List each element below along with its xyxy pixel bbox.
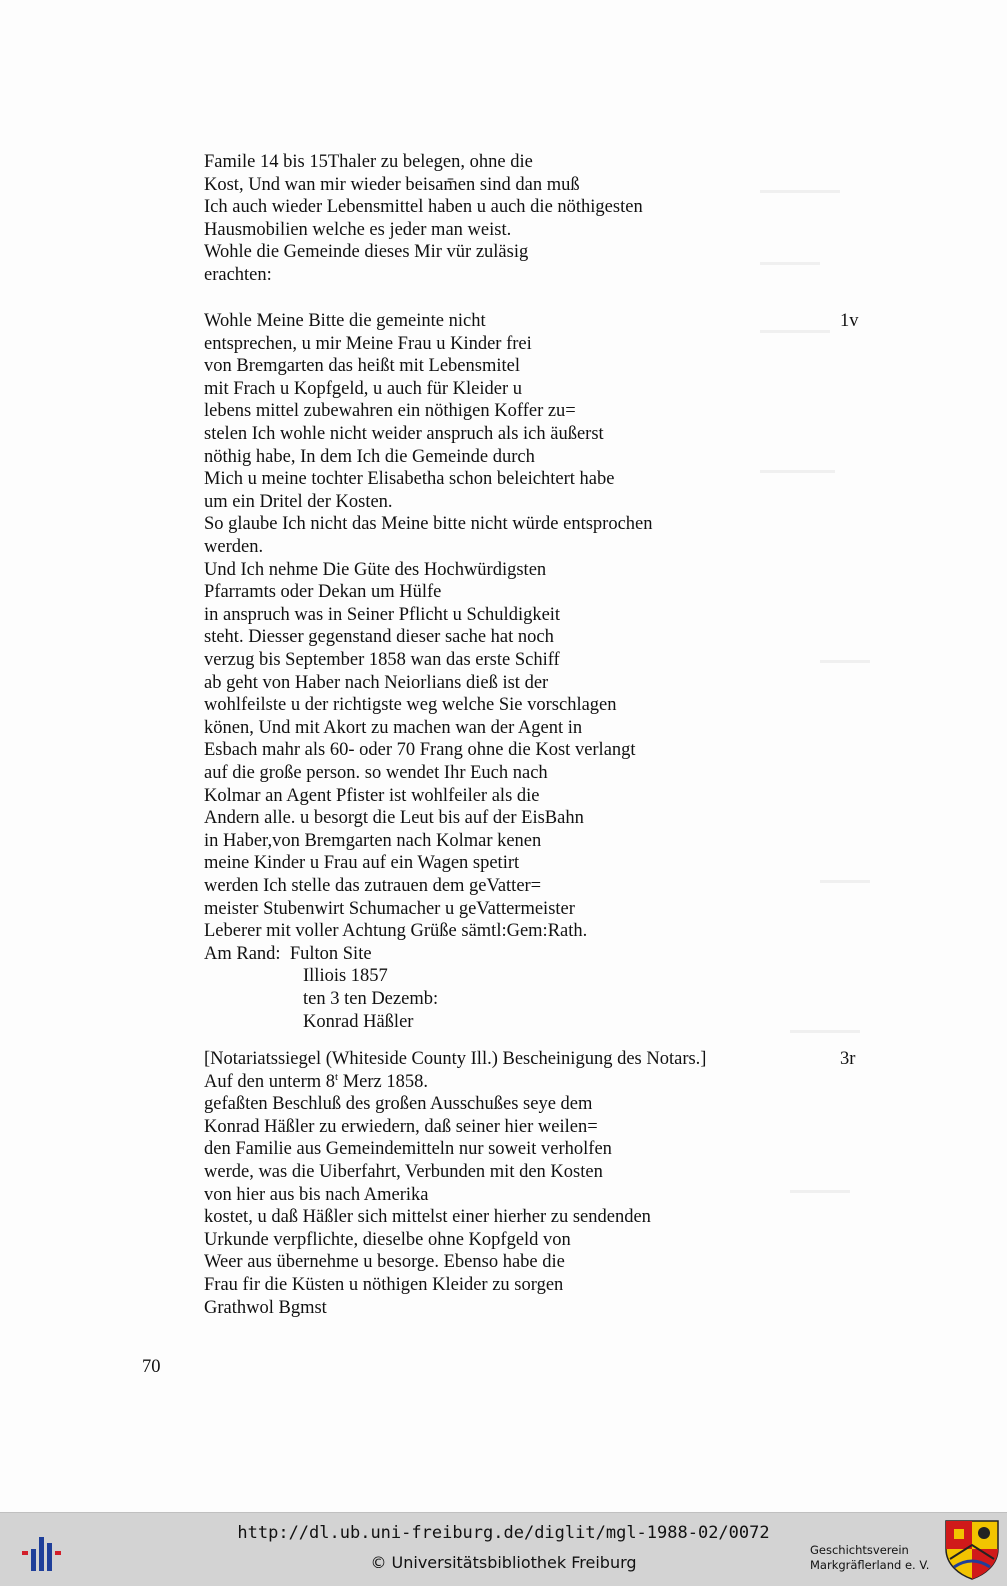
text-line: werden. — [204, 537, 264, 557]
text-line: Kost, Und wan mir wieder beisam̄en sind dan muß — [204, 174, 580, 195]
text-line: den Familie aus Gemeindemitteln nur soweit verholfen — [204, 1139, 612, 1160]
organization-name — [810, 1543, 929, 1573]
text-line: nöthig habe, In dem Ich die Gemeinde durch — [204, 446, 535, 467]
editorial-note: [Notariatssiegel (Whiteside County Ill.) Bescheinigung des Notars.] — [204, 1049, 707, 1069]
text-line: Hausmobilien welche es jeder man weist. — [204, 219, 512, 240]
text-line: steht. Diesser gegenstand dieser sache hat noch — [204, 627, 554, 648]
text-line: werde, was die Uiberfahrt, Verbunden mit den Kosten — [204, 1162, 603, 1182]
text-line: um ein Dritel der Kosten. — [204, 491, 393, 512]
text-line: Ich auch wieder Lebensmittel haben u auch die nöthigesten — [204, 197, 643, 218]
text-line: stelen Ich wohle nicht weider anspruch als ich äußerst — [204, 424, 604, 444]
text-line: Andern alle. u besorgt die Leut bis auf der EisBahn — [204, 808, 584, 829]
text-line: Konrad Häßler zu erwiedern, daß seiner hier weilen= — [204, 1116, 598, 1137]
text-line: ten 3 ten Dezemb: — [303, 989, 439, 1009]
text-line: wohlfeilste u der richtigste weg welche Sie vorschlagen — [204, 695, 617, 716]
text-line: kostet, u daß Häßler sich mittelst einer hierher zu sendenden — [204, 1207, 651, 1228]
text-line: Urkunde verpflichte, dieselbe ohne Kopfgeld von — [204, 1229, 571, 1250]
text-line: Esbach mahr als 60- oder 70 Frang ohne die Kost verlangt — [204, 740, 636, 761]
org-line-1: Geschichtsverein — [810, 1543, 909, 1557]
text-line: lebens mittel zubewahren ein nöthigen Koffer zu= — [204, 401, 576, 422]
text-line: auf die große person. so wendet Ihr Euch nach — [204, 763, 548, 783]
text-line: Frau fir die Küsten u nöthigen Kleider zu sorgen — [204, 1275, 564, 1295]
coat-of-arms-icon — [944, 1519, 1000, 1581]
text-line: von hier aus bis nach Amerika — [204, 1184, 429, 1205]
footer-bar — [0, 1512, 1007, 1586]
copyright-text: © Universitätsbibliothek Freiburg — [370, 1553, 637, 1572]
text-line: in Haber,von Bremgarten nach Kolmar kenen — [204, 830, 542, 851]
text-line: verzug bis September 1858 wan das erste Schiff — [204, 650, 560, 670]
document-url-link[interactable]: http://dl.ub.uni-freiburg.de/diglit/mgl-1988-02/0072 — [237, 1523, 770, 1543]
text-line: Und Ich nehme Die Güte des Hochwürdigsten — [204, 559, 547, 580]
text-line: meine Kinder u Frau auf ein Wagen spetirt — [204, 853, 520, 874]
text-line: mit Frach u Kopfgeld, u auch für Kleider u — [204, 378, 523, 399]
text-line: von Bremgarten das heißt mit Lebensmitel — [204, 356, 520, 377]
text-line: Auf den unterm 8$^t$ Merz 1858. — [204, 1070, 428, 1092]
text-line: Famile 14 bis 15Thaler zu belegen, ohne die — [204, 152, 533, 172]
text-line: Wohle Meine Bitte die gemeinte nicht — [204, 311, 486, 331]
text-line: Mich u meine tochter Elisabetha schon beleichtert habe — [204, 469, 615, 490]
text-line: Kolmar an Agent Pfister ist wohlfeiler als die — [204, 785, 540, 806]
text-line: ab geht von Haber nach Neiorlians dieß ist der — [204, 672, 549, 693]
text-line: in anspruch was in Seiner Pflicht u Schuldigkeit — [204, 604, 561, 625]
page-number: 70 — [142, 1357, 161, 1377]
text-line: Illiois 1857 — [303, 966, 388, 987]
text-line: Weer aus übernehme u besorge. Ebenso habe die — [204, 1252, 565, 1273]
text-line: meister Stubenwirt Schumacher u geVattermeister — [204, 898, 575, 919]
text-line: Leberer mit voller Achtung Grüße sämtl:Gem:Rath. — [204, 921, 588, 942]
text-line: Am Rand: Fulton Site — [204, 943, 372, 964]
text-line: Pfarramts oder Dekan um Hülfe — [204, 582, 442, 603]
text-line: könen, Und mit Akort zu machen wan der Agent in — [204, 717, 583, 738]
folio-marker: 3r — [840, 1049, 856, 1069]
text-line: werden Ich stelle das zutrauen dem geVatter= — [204, 876, 542, 896]
folio-marker: 1v — [840, 311, 859, 331]
text-line: erachten: — [204, 265, 272, 285]
signature-line: Grathwol Bgmst — [204, 1297, 327, 1318]
text-line: entsprechen, u mir Meine Frau u Kinder frei — [204, 333, 532, 354]
text-line: Wohle die Gemeinde dieses Mir vür zuläsig — [204, 242, 529, 263]
org-line-2: Markgräflerland e. V. — [810, 1558, 930, 1572]
text-line: gefaßten Beschluß des großen Ausschußes seye dem — [204, 1094, 593, 1115]
text-line: So glaube Ich nicht das Meine bitte nicht würde entsprochen — [204, 514, 653, 535]
signature-line: Konrad Häßler — [303, 1011, 414, 1032]
